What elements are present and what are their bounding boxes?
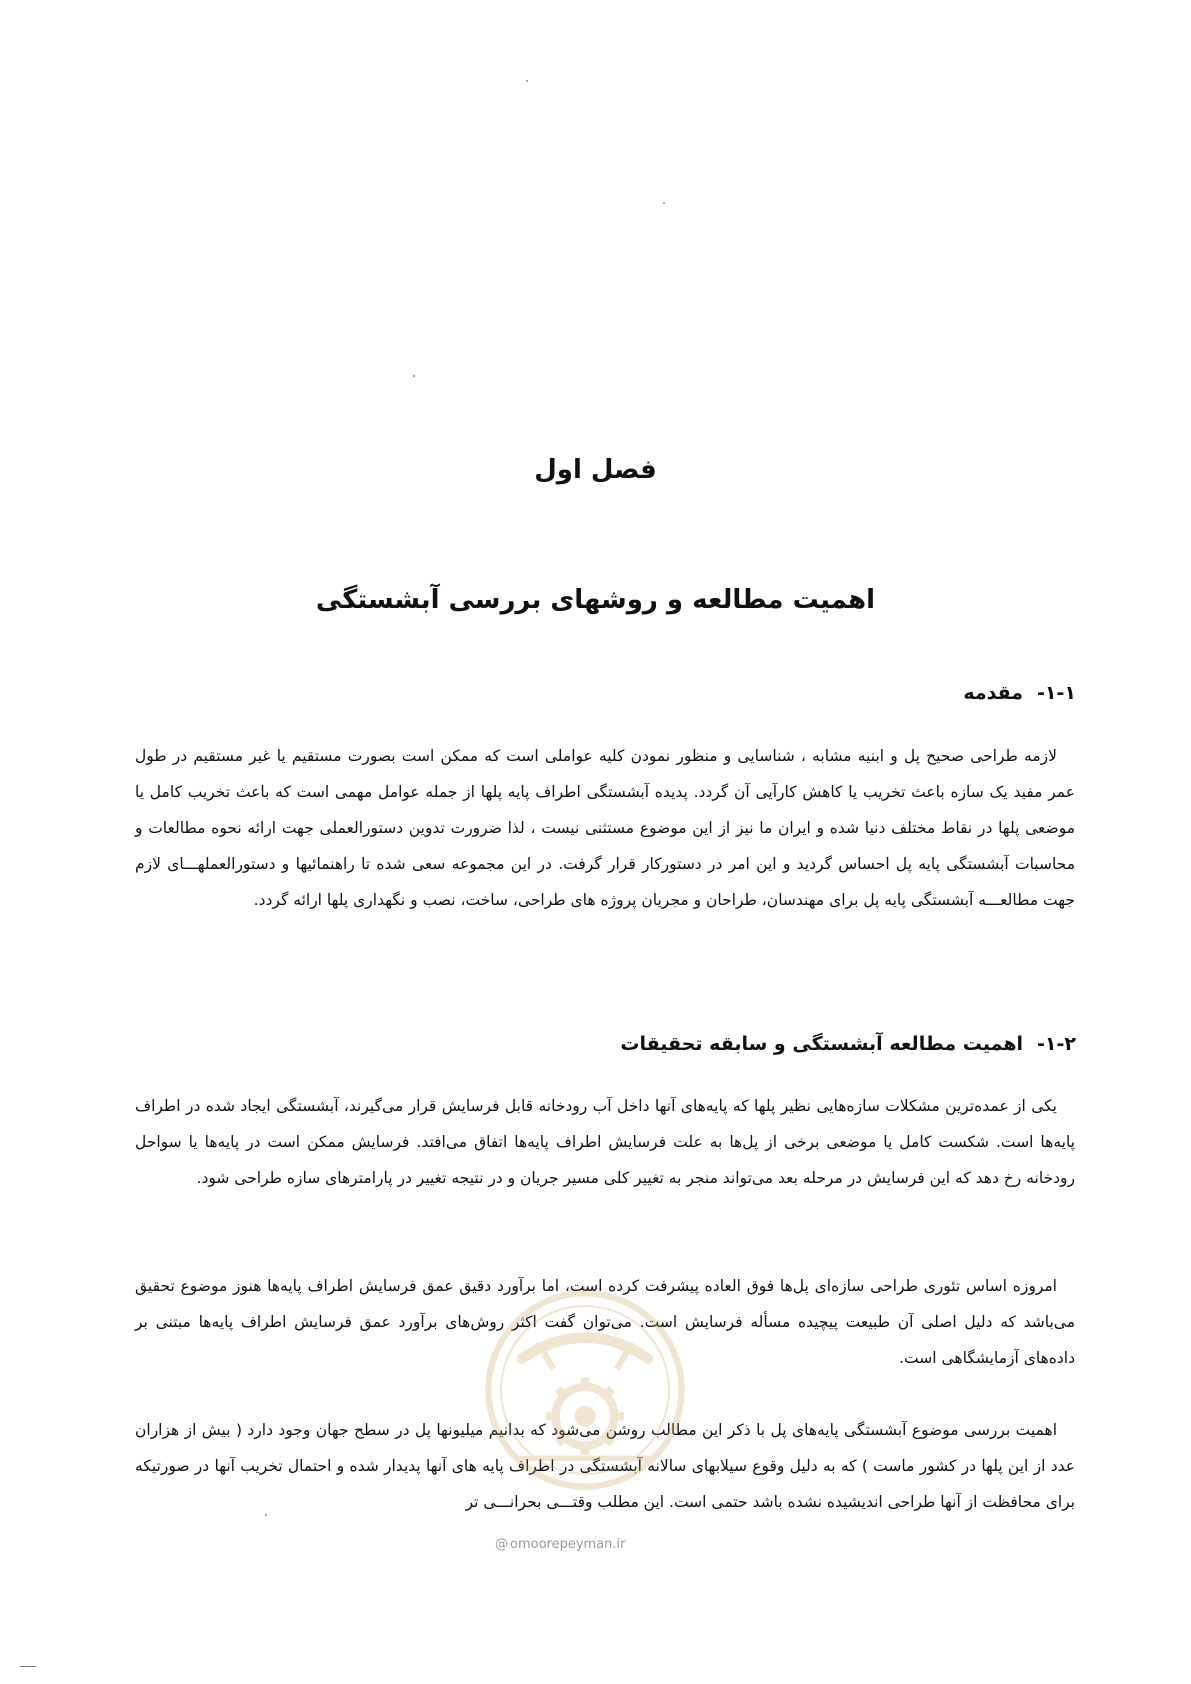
scan-speck — [413, 375, 415, 377]
section-title: مقدمه — [963, 682, 1024, 704]
section-number: ۱-۲- — [1037, 1033, 1076, 1055]
scan-speck — [663, 202, 665, 204]
paragraph: امروزه اساس تئوری طراحی سازه‌ای پل‌ها فوق العاده پیشرفت کرده است، اما برآورد دقیق عمق فرسایش اطراف پایه‌ها هنوز موضوع تحقیق می‌باشد که دلیل اصلی آن طبیعت پیچیده مسأله فرسایش است. می‌توان گفت اکثر روش‌های برآورد عمق فرسایش اطراف پایه‌ها مبتنی بر داده‌های آزمایشگاهی است. — [135, 1277, 1075, 1367]
paragraph: لازمه طراحی صحیح پل و ابنیه مشابه ، شناسایی و منظور نمودن کلیه عواملی است که ممکن است بصورت مستقیم یا غیر مستقیم در طول عمر مفید یک سازه باعث تخریب یا کاهش کارآیی آن گردد. پدیده آبشستگی اطراف پایه پلها از جمله عوامل مهمی است که باعث تخریب کامل یا موضعی پلها در نقاط مختلف دنیا شده و ایران ما نیز از این موضوع مستثنی نیست ، لذا ضرورت تدوین دستورالعملی جهت ارائه نحوه مطالعات و محاسبات آبشستگی پایه پل احساس گردید و این امر در دستورکار قرار گرفت. در این مجموعه سعی شده تا راهنمائیها و دستورالعملهـــای لازم جهت مطالعـــه آبشستگی پایه پل برای مهندسان، طراحان و مجریان پروژه های طراحی، ساخت، نصب و نگهداری پلها ارائه گردد. — [135, 747, 1075, 909]
paragraph: اهمیت بررسی موضوع آبشستگی پایه‌های پل با ذکر این مطالب روشن می‌شود که بدانیم میلیونها پل در سطح جهان وجود دارد ( بیش از هزاران عدد از این پلها در کشور ماست ) که به دلیل وقوع سیلابهای سالانه آبشستگی در اطراف پایه های آنها پدیدار شده و احتمال تخریب آنها در صورتیکه برای محافظت از آنها طراحی اندیشیده نشده باشد حتمی است. این مطلب وقتـــی بحرانـــی تر — [135, 1421, 1075, 1511]
scan-margin-mark — [20, 1666, 36, 1667]
section-title: اهمیت مطالعه آبشستگی و سابقه تحقیقات — [620, 1033, 1024, 1055]
watermark-url — [495, 1537, 625, 1552]
at-icon: @ — [495, 1537, 508, 1552]
section-number: ۱-۱- — [1037, 682, 1076, 704]
section-heading-importance — [620, 1033, 1076, 1055]
watermark-logo — [480, 1285, 690, 1495]
scan-speck — [526, 80, 528, 82]
section-heading-introduction — [963, 682, 1076, 704]
chapter-title: فصل اول — [534, 455, 657, 485]
scan-speck — [265, 1514, 267, 1516]
watermark-url-text: omoorepeyman.ir — [510, 1537, 626, 1552]
chapter-main-title: اهمیت مطالعه و روشهای بررسی آبشستگی — [315, 585, 876, 615]
paragraph: یکی از عمده‌ترین مشکلات سازه‌هایی نظیر پلها که پایه‌های آنها داخل آب رودخانه قابل فرسایش قرار می‌گیرند، آبشستگی ایجاد شده در اطراف پایه‌ها است. شکست کامل یا موضعی برخی از پل‌ها به علت فرسایش اطراف پایه‌ها اتفاق می‌افتد. فرسایش ممکن است در پایه‌ها یا سواحل رودخانه رخ دهد که این فرسایش در مرحله بعد می‌تواند منجر به تغییر کلی مسیر جریان و در نتیجه تغییر در پارامترهای سازه طراحی شود. — [135, 1097, 1075, 1187]
